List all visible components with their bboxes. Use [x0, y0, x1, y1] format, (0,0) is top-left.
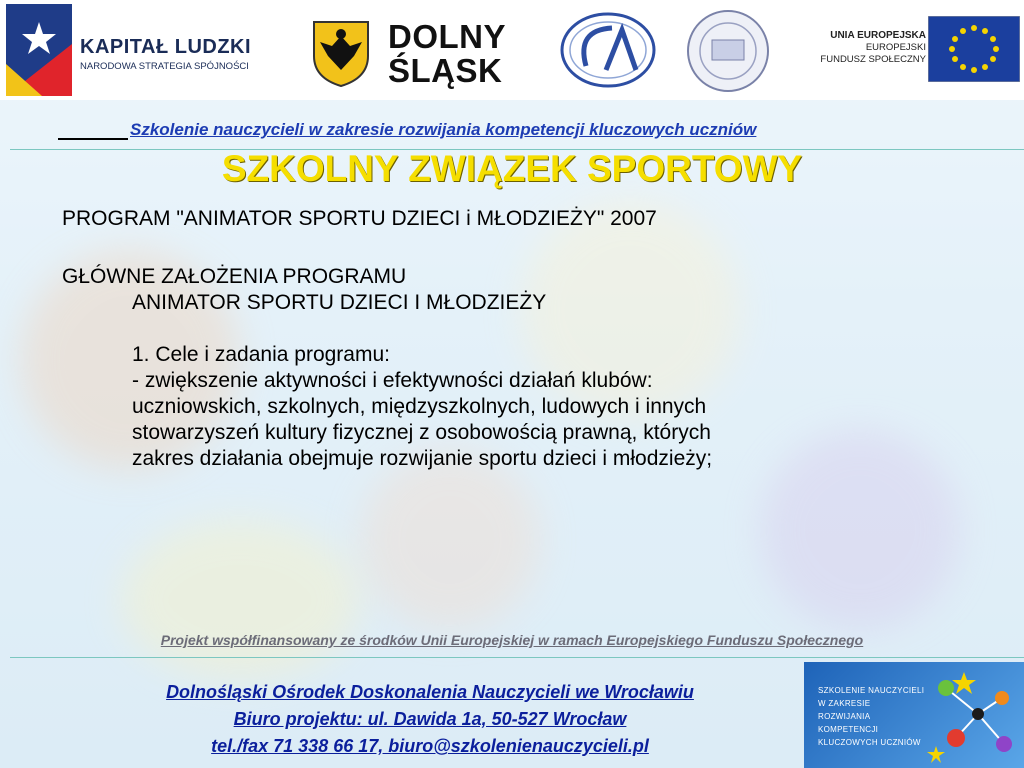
cofinancing-note: Projekt współfinansowany ze środków Unii Europejskiej w ramach Europejskiego Funduszu Społecznego [160, 632, 864, 648]
eu-text [798, 30, 926, 66]
training-link[interactable]: Szkolenie nauczycieli w zakresie rozwijania kompetencji kluczowych uczniów [130, 120, 757, 139]
project-logo-text [818, 684, 924, 749]
slide-content [62, 206, 962, 472]
monogram-emblem-icon [556, 10, 660, 90]
footer-office: Biuro projektu: ul. Dawida 1a, 50-527 Wrocław [233, 709, 627, 729]
goals-text-line: zakres działania obejmuje rozwijanie sportu dzieci i młodzieży; [132, 447, 713, 470]
program-line: PROGRAM "ANIMATOR SPORTU DZIECI i MŁODZIEŻY" 2007 [62, 207, 657, 230]
goals-text-line: - zwiększenie aktywności i efektywności działań klubów: [132, 369, 653, 392]
dolny-slask-text [388, 20, 506, 88]
program-name: ANIMATOR SPORTU DZIECI I MŁODZIEŻY [132, 291, 547, 314]
eu-line3: FUNDUSZ SPOŁECZNY [820, 54, 926, 65]
molecule-stars-icon [916, 668, 1020, 764]
bg-blob [360, 450, 540, 630]
project-logo [804, 662, 1024, 768]
goals-heading: 1. Cele i zadania programu: [132, 343, 390, 366]
goals-text-line: stowarzyszeń kultury fizycznej z osobowością prawną, których [132, 421, 711, 444]
project-logo-line: KLUCZOWYCH UCZNIÓW [818, 738, 921, 747]
underline-lead [58, 124, 128, 140]
kapital-ludzki-title: KAPITAŁ LUDZKI [80, 36, 252, 58]
main-assumptions-heading: GŁÓWNE ZAŁOŻENIA PROGRAMU [62, 265, 407, 288]
dolny-slask-line1: DOLNY [388, 18, 506, 55]
project-logo-line: W ZAKRESIE [818, 699, 871, 708]
eu-line2: EUROPEJSKI [865, 42, 926, 53]
kapital-ludzki-subtitle: NARODOWA STRATEGIA SPÓJNOŚCI [80, 61, 249, 72]
project-logo-line: KOMPETENCJI [818, 725, 879, 734]
logo-bar [0, 0, 1024, 100]
bottom-divider [10, 657, 1024, 658]
footer-institution: Dolnośląski Ośrodek Doskonalenia Nauczycieli we Wrocławiu [166, 682, 694, 702]
dodn-seal-icon [684, 8, 772, 94]
bg-blob [120, 520, 360, 680]
eu-flag-icon [928, 16, 1020, 82]
project-logo-line: ROZWIJANIA [818, 712, 871, 721]
kapital-ludzki-text [80, 36, 251, 72]
footer-contact-line[interactable]: tel./fax 71 338 66 17, biuro@szkolenienauczycieli.pl [211, 736, 649, 756]
dolny-slask-line2: ŚLĄSK [388, 52, 503, 89]
eu-line1: UNIA EUROPEJSKA [830, 30, 926, 41]
footer-contact [60, 679, 800, 760]
page-title: SZKOLNY ZWIĄZEK SPORTOWY [221, 148, 803, 189]
eagle-coat-of-arms-icon [310, 18, 372, 88]
kapital-ludzki-logo [6, 4, 72, 96]
goals-text-line: uczniowskich, szkolnych, międzyszkolnych, ludowych i innych [132, 395, 707, 418]
project-logo-line: SZKOLENIE NAUCZYCIELI [818, 686, 925, 695]
training-header [58, 120, 970, 140]
